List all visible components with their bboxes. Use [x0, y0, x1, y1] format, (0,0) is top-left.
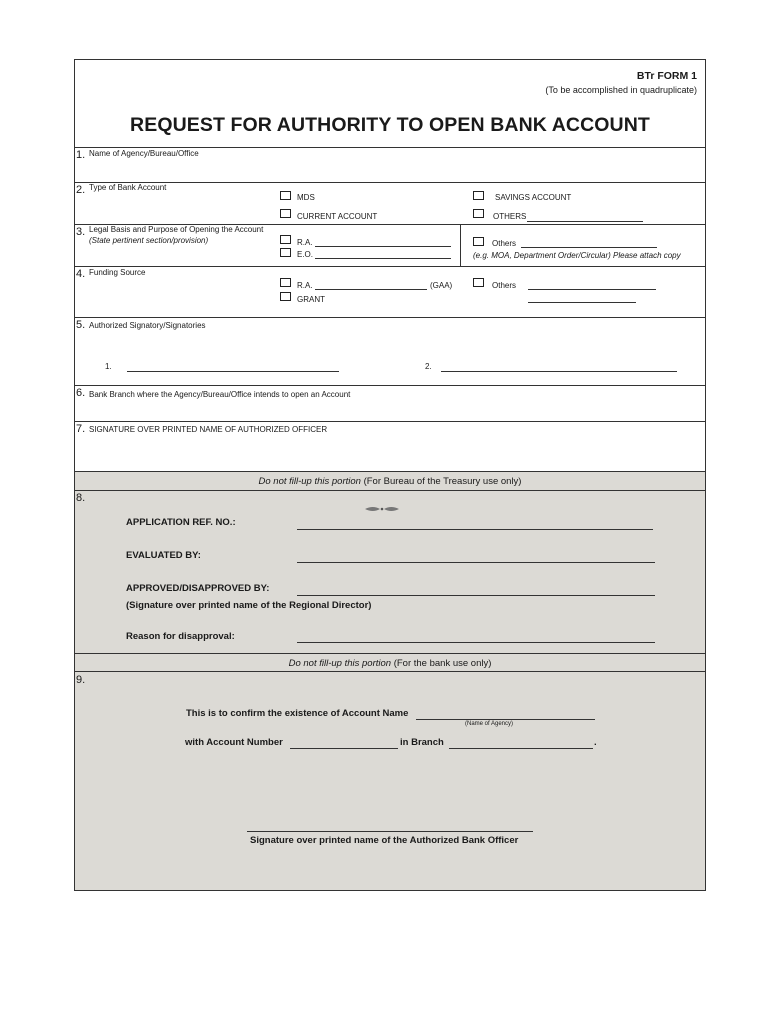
form-title: REQUEST FOR AUTHORITY TO OPEN BANK ACCOUNT	[130, 114, 650, 136]
legal-basis-label: Legal Basis and Purpose of Opening the Account	[89, 225, 264, 234]
section-number: 2.	[76, 184, 86, 196]
eo-checkbox[interactable]	[280, 248, 291, 257]
others-funding-field-2[interactable]	[528, 302, 636, 303]
bank-branch-label: Bank Branch where the Agency/Bureau/Office intends to open an Account	[89, 390, 351, 399]
reason-field[interactable]	[297, 642, 655, 643]
bank-officer-signature-label: Signature over printed name of the Authorized Bank Officer	[250, 835, 519, 846]
confirm-text: This is to confirm the existence of Account Name	[186, 708, 409, 719]
branch-field[interactable]	[449, 748, 593, 749]
ra-legal-field[interactable]	[315, 246, 451, 247]
divider	[75, 653, 705, 654]
treasury-banner-italic: Do not fill-up this portion	[258, 476, 361, 487]
divider	[75, 147, 705, 148]
bank-officer-signature-field[interactable]	[247, 831, 533, 832]
others-legal-field[interactable]	[521, 247, 657, 248]
authorized-officer-signature-field[interactable]	[75, 436, 705, 470]
mds-label: MDS	[297, 193, 315, 202]
divider	[75, 671, 705, 672]
divider	[75, 385, 705, 386]
signatory-2-number: 2.	[425, 362, 432, 371]
signatory-1-field[interactable]	[127, 371, 339, 372]
others-legal-label: Others	[492, 239, 517, 248]
approved-field[interactable]	[297, 595, 655, 596]
savings-account-checkbox[interactable]	[473, 191, 484, 200]
grant-label: GRANT	[297, 295, 325, 304]
ra-funding-label: R.A.	[297, 281, 313, 290]
section-number: 8.	[76, 492, 86, 504]
bank-banner-text: (For the bank use only)	[391, 658, 492, 669]
ra-legal-label: R.A.	[297, 238, 313, 247]
eo-field[interactable]	[315, 258, 451, 259]
account-number-label: with Account Number	[185, 737, 283, 748]
others-account-label: OTHERS	[493, 212, 527, 221]
others-legal-note: (e.g. MOA, Department Order/Circular) Please attach copy	[473, 251, 681, 260]
app-ref-label: APPLICATION REF. NO.:	[126, 517, 236, 528]
current-account-label: CURRENT ACCOUNT	[297, 212, 378, 221]
period: .	[594, 737, 597, 748]
divider	[75, 490, 705, 491]
bank-banner	[75, 658, 705, 669]
divider	[460, 224, 461, 266]
others-funding-checkbox[interactable]	[473, 278, 484, 287]
signatory-2-field[interactable]	[441, 371, 677, 372]
agency-name-field[interactable]	[75, 156, 705, 182]
account-type-label: Type of Bank Account	[89, 183, 167, 192]
signatory-1-number: 1.	[105, 362, 112, 371]
evaluated-label: EVALUATED BY:	[126, 550, 201, 561]
grant-checkbox[interactable]	[280, 292, 291, 301]
approved-label: APPROVED/DISAPPROVED BY:	[126, 583, 270, 594]
section-number: 1.	[76, 149, 86, 161]
current-account-checkbox[interactable]	[280, 209, 291, 218]
account-number-field[interactable]	[290, 748, 398, 749]
in-branch-label: in Branch	[400, 737, 444, 748]
divider	[75, 266, 705, 267]
agency-name-label: Name of Agency/Bureau/Office	[89, 149, 199, 158]
ra-legal-checkbox[interactable]	[280, 235, 291, 244]
authorized-officer-label: SIGNATURE OVER PRINTED NAME OF AUTHORIZED OFFICER	[89, 425, 328, 434]
divider	[75, 317, 705, 318]
form-note: (To be accomplished in quadruplicate)	[545, 85, 697, 95]
form-code: BTr FORM 1	[636, 70, 697, 82]
signatories-label: Authorized Signatory/Signatories	[89, 321, 206, 330]
mds-checkbox[interactable]	[280, 191, 291, 200]
account-name-field[interactable]	[416, 719, 595, 720]
ra-funding-checkbox[interactable]	[280, 278, 291, 287]
name-of-agency-caption: (Name of Agency)	[465, 721, 514, 727]
funding-source-label: Funding Source	[89, 268, 146, 277]
others-account-field[interactable]	[527, 221, 643, 222]
others-legal-checkbox[interactable]	[473, 237, 484, 246]
approved-sublabel: (Signature over printed name of the Regional Director)	[126, 600, 372, 611]
app-ref-field[interactable]	[297, 529, 653, 530]
savings-account-label: SAVINGS ACCOUNT	[495, 193, 572, 202]
ra-funding-field[interactable]	[315, 289, 427, 290]
others-account-checkbox[interactable]	[473, 209, 484, 218]
section-number: 4.	[76, 268, 86, 280]
divider	[75, 182, 705, 183]
treasury-banner-text: (For Bureau of the Treasury use only)	[360, 476, 522, 487]
office-use-area	[75, 472, 705, 890]
section-number: 5.	[76, 319, 86, 331]
legal-basis-sublabel: (State pertinent section/provision)	[89, 236, 209, 245]
section-number: 9.	[76, 674, 86, 686]
others-funding-field[interactable]	[528, 289, 656, 290]
others-funding-label: Others	[492, 281, 517, 290]
bank-banner-italic: Do not fill-up this portion	[288, 658, 392, 669]
gaa-label: (GAA)	[430, 281, 453, 290]
btr-form	[74, 59, 706, 891]
divider	[75, 421, 705, 422]
section-number: 6.	[76, 387, 86, 399]
section-number: 7.	[76, 423, 86, 435]
section-number: 3.	[76, 226, 86, 238]
scroll-ornament-icon	[363, 505, 401, 513]
eo-label: E.O.	[297, 250, 314, 259]
evaluated-field[interactable]	[297, 562, 655, 563]
reason-label: Reason for disapproval:	[126, 631, 235, 642]
bank-branch-field[interactable]	[75, 400, 705, 420]
treasury-banner	[75, 476, 705, 487]
